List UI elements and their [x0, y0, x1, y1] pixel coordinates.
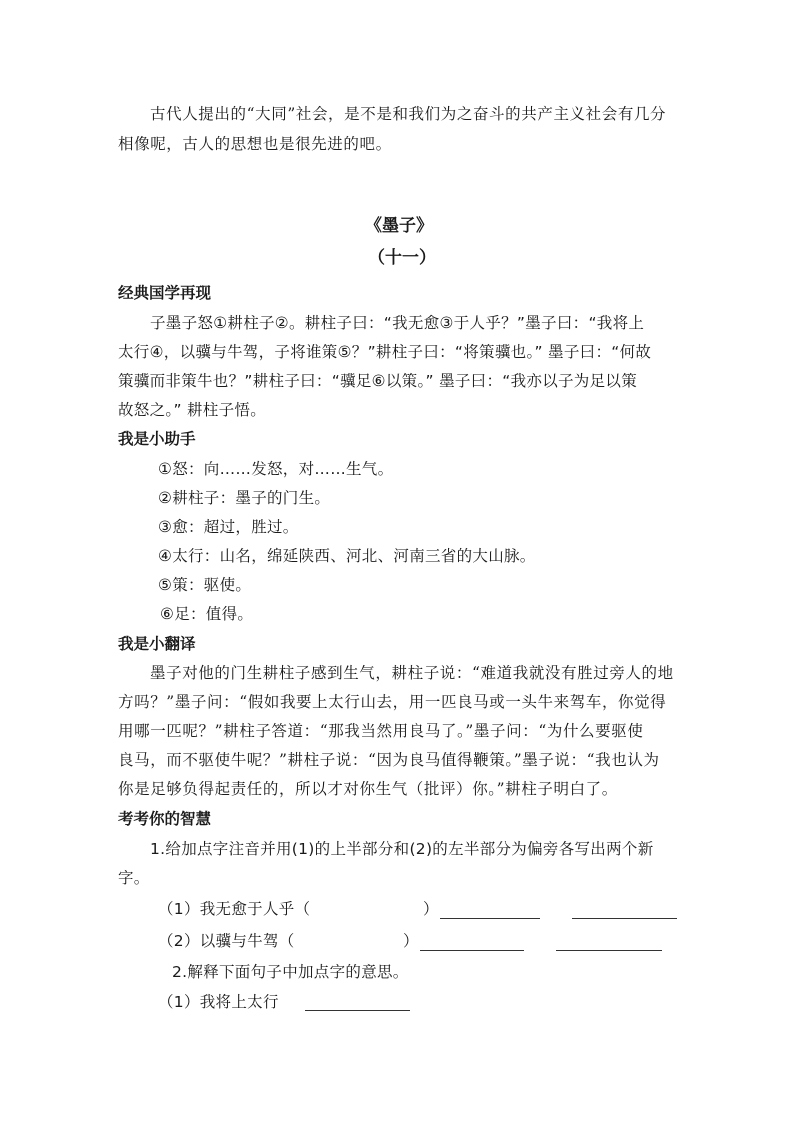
quiz-q1-item-1-text: （1）我无愈于人乎（ [158, 900, 311, 918]
quiz-q1-item-2-text: （2）以骥与牛驾（ [158, 932, 295, 950]
section-number: （十一） [368, 248, 436, 268]
answer-blank-2a[interactable] [420, 933, 524, 951]
note-4: ④太行：山名，绵延陕西、河北、河南三省的大山脉。 [158, 547, 536, 565]
note-1: ①怒：向……发怒，对……生气。 [158, 460, 394, 478]
translation-line-4: 良马，而不驱使牛呢？”耕柱子说：“因为良马值得鞭策。”墨子说：“我也认为 [118, 751, 660, 769]
quiz-q1-item-2 [158, 930, 295, 952]
note-5: ⑤策：驱使。 [158, 576, 252, 594]
quiz-q1-item-2-close: ） [403, 932, 419, 950]
intro-line-1: 古代人提出的“大同”社会，是不是和我们为之奋斗的共产主义社会有几分 [150, 105, 667, 123]
quiz-q1-item-1-close: ） [423, 900, 439, 918]
quiz-heading: 考考你的智慧 [118, 810, 212, 828]
quiz-q2: 2.解释下面句子中加点字的意思。 [172, 963, 409, 981]
note-2: ②耕柱子：墨子的门生。 [158, 489, 331, 507]
answer-blank-1b[interactable] [572, 901, 677, 919]
quiz-q1-line-1: 1.给加点字注音并用(1)的上半部分和(2)的左半部分为偏旁各写出两个新 [150, 840, 654, 858]
note-3: ③愈：超过，胜过。 [158, 518, 299, 536]
quiz-q1-item-1 [158, 898, 310, 920]
translation-line-1: 墨子对他的门生耕柱子感到生气，耕柱子说：“难道我就没有胜过旁人的地 [150, 664, 674, 682]
classic-line-3: 策骥而非策牛也？”耕柱子曰：“骥足⑥以策。” 墨子曰：“我亦以子为足以策 [118, 372, 637, 390]
answer-blank-1a[interactable] [440, 901, 540, 919]
note-6: ⑥足：值得。 [160, 605, 254, 623]
translation-heading: 我是小翻译 [118, 635, 196, 653]
translation-line-2: 方吗？”墨子问：“假如我要上太行山去，用一匹良马或一头牛来驾车，你觉得 [118, 693, 667, 711]
classic-line-1: 子墨子怒①耕柱子②。耕柱子曰：“我无愈③于人乎？”墨子曰：“我将上 [150, 314, 645, 332]
book-title: 《墨子》 [365, 216, 433, 236]
classic-heading: 经典国学再现 [118, 284, 212, 302]
classic-line-2: 太行④，以骥与牛驾，子将谁策⑤？”耕柱子曰：“将策骥也。” 墨子曰：“何故 [118, 343, 652, 361]
answer-blank-3[interactable] [305, 993, 410, 1011]
translation-line-5: 你是足够负得起责任的，所以才对你生气（批评）你。”耕柱子明白了。 [118, 780, 618, 798]
helper-heading: 我是小助手 [118, 430, 196, 448]
intro-line-2: 相像呢，古人的思想也是很先进的吧。 [118, 135, 392, 153]
quiz-q2-item-1: （1）我将上太行 [158, 993, 279, 1011]
translation-line-3: 用哪一匹呢？”耕柱子答道：“那我当然用良马了。”墨子问：“为什么要驱使 [118, 722, 644, 740]
classic-line-4: 故怒之。” 耕柱子悟。 [118, 401, 267, 419]
quiz-q1-line-2: 字。 [118, 869, 150, 887]
answer-blank-2b[interactable] [556, 933, 662, 951]
